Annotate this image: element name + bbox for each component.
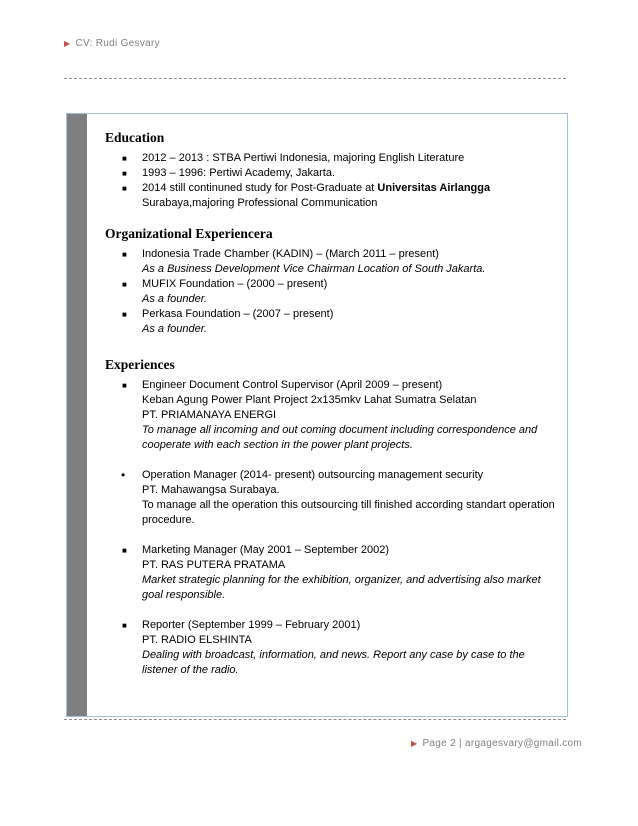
- round-bullet-icon: •: [121, 468, 126, 482]
- list-item: ■ MUFIX Foundation – (2000 – present) As a founder.: [122, 278, 328, 305]
- list-item: ■ 2014 still continuned study for Post-Graduate at Universitas Airlangga Surabaya,majoring Professional Communication: [122, 182, 491, 209]
- square-bullet-icon: ■: [122, 250, 127, 259]
- page-footer: [411, 738, 582, 749]
- organizational-heading: Organizational Experiencera: [105, 226, 273, 241]
- university-name: Universitas Airlangga: [377, 182, 491, 194]
- education-heading: Education: [105, 130, 165, 145]
- header-title: CV: Rudi Gesvary: [75, 38, 160, 49]
- list-item: ■ 2012 – 2013 : STBA Pertiwi Indonesia, majoring English Literature: [122, 152, 465, 164]
- square-bullet-icon: ■: [122, 154, 127, 163]
- list-item: • Operation Manager (2014- present) outsourcing management security PT. Mahawangsa Surabaya. To manage all the operation this outsourcing till finished according standart operation procedure.: [121, 468, 555, 526]
- organizational-list: [105, 247, 561, 337]
- list-item: ■ Marketing Manager (May 2001 – September 2002) PT. RAS PUTERA PRATAMA Market strategic planning for the exhibition, organizer, and advertising also market goal responsible.: [122, 544, 541, 601]
- square-bullet-icon: ■: [122, 546, 127, 555]
- education-list: [105, 151, 561, 211]
- experiences-list: [105, 378, 561, 678]
- square-bullet-icon: ■: [122, 621, 127, 630]
- page-header: [64, 38, 160, 49]
- square-bullet-icon: ■: [122, 310, 127, 319]
- side-bar: [67, 114, 87, 716]
- list-item: ■ Reporter (September 1999 – February 2001) PT. RADIO ELSHINTA Dealing with broadcast, information, and news. Report any case by case to the listener of the radio.: [122, 619, 525, 676]
- list-item: ■ Engineer Document Control Supervisor (April 2009 – present) Keban Agung Power Plant Project 2x135mkv Lahat Sumatra Selatan PT. PRIAMANAYA ENERGI To manage all incoming and out coming document including correspondence and cooperate with each section in the power plant projects.: [122, 379, 538, 451]
- triangle-bullet-icon: ▶: [64, 39, 71, 48]
- experiences-heading: Experiences: [105, 357, 175, 372]
- triangle-bullet-icon: ▶: [411, 739, 418, 748]
- list-item: ■ 1993 – 1996: Pertiwi Academy, Jakarta.: [122, 167, 336, 179]
- square-bullet-icon: ■: [122, 381, 127, 390]
- footer-text: Page 2 | argagesvary@gmail.com: [422, 738, 583, 749]
- list-item: ■ Perkasa Foundation – (2007 – present) As a founder.: [122, 308, 334, 335]
- header-divider: [64, 78, 566, 79]
- square-bullet-icon: ■: [122, 280, 127, 289]
- square-bullet-icon: ■: [122, 169, 127, 178]
- content-box: [66, 113, 568, 717]
- footer-divider: [64, 719, 566, 720]
- list-item: ■ Indonesia Trade Chamber (KADIN) – (March 2011 – present) As a Business Development Vice Chairman Location of South Jakarta.: [122, 248, 486, 275]
- square-bullet-icon: ■: [122, 184, 127, 193]
- content-area: [105, 130, 561, 678]
